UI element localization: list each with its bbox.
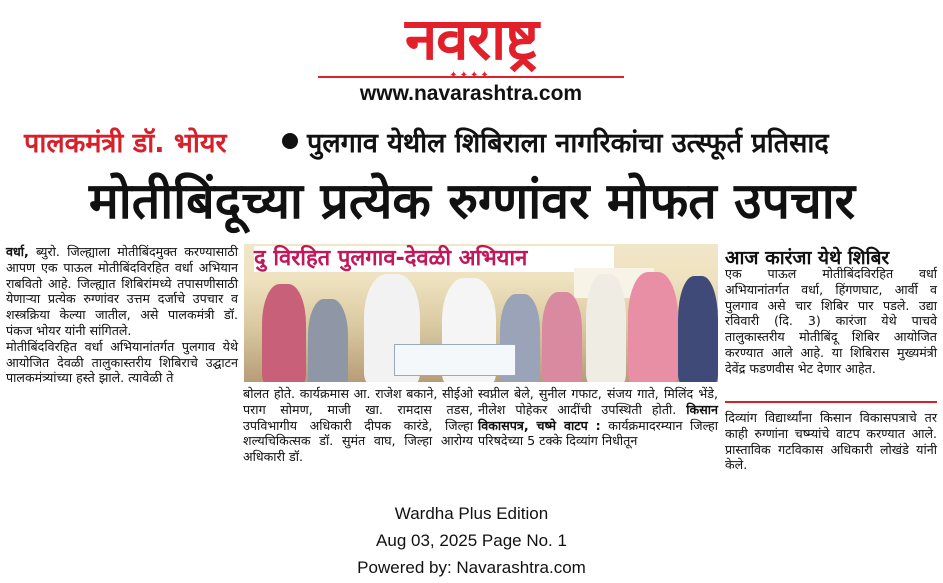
column-1: [6, 244, 238, 386]
person-figure: [308, 299, 348, 382]
newspaper-logo: नवराष्ट्र: [404, 5, 539, 73]
news-photo: [244, 244, 718, 382]
edition-label: Wardha Plus Edition: [394, 504, 549, 523]
site-url[interactable]: www.navarashtra.com: [359, 82, 583, 105]
person-figure: [678, 276, 718, 382]
certificate-board: [394, 344, 516, 376]
logo-underline: [318, 76, 624, 78]
column-3-text-2: कार्यक्रमादरम्यान जिल्हा परिषदेच्या 5 टक्के दिव्यांग निधीतून: [478, 417, 718, 449]
person-figure: [586, 274, 626, 382]
bullet-icon: [282, 133, 298, 149]
kicker-left: पालकमंत्री डॉ. भोयर: [24, 128, 227, 159]
person-figure: [628, 272, 678, 382]
person-figure: [542, 292, 582, 382]
date-page-label: Aug 03, 2025 Page No. 1: [376, 531, 567, 550]
footer: [0, 500, 943, 581]
column-2: बोलत होते. कार्यक्रमास आ. राजेश बकाने, सीईओ पराग सोमण, माजी खा. रामदास तडस, उपविभागीय अधिकारी दीपक कारंडे, जिल्हा शल्यचिकित्सक डॉ. सुमंत वाघ, जिल्हा आरोग्य अधिकारी डॉ.: [243, 386, 473, 465]
subheading-inline: किसान विकासपत्र, चष्मे वाटप :: [478, 401, 718, 433]
column-1-para-1: ब्युरो. जिल्ह्याला मोतीबिंदमुक्त करण्यासाठी आपण एक पाऊल मोतीबिंदविरहित वर्धा अभियान राबवितो आहे. जिल्ह्यात शिबिरांमध्ये तपासणीसाठी येणाऱ्या प्रत्येक रुग्णांवर उत्तम दर्जाचे उपचार व शस्त्रक्रिया केल्या जातील, असे पालकमंत्री डॉ. पंकज भोयर यांनी सांगितले.: [6, 244, 238, 338]
powered-by-label[interactable]: Powered by: Navarashtra.com: [357, 558, 586, 577]
column-3: [478, 386, 718, 449]
masthead: [0, 0, 943, 118]
side-box-text: एक पाऊल मोतीबिंदविरहित वर्धा अभियानांतर्गत वर्धा, हिंगणघाट, आर्वी व पुलगाव असे चार शिबिर पार पडले. उद्या रविवारी (दि. 3) कारंजा येथे पाचवे तालुकास्तरीय मोतीबिंदू शिबिर आयोजित करण्यात आले आहे. या शिबिरास मुख्यमंत्री देवेंद्र फडणवीस भेट देणार आहेत.: [725, 266, 937, 376]
side-box-rule: [725, 401, 937, 403]
column-3-text: स्वप्नील बेले, सुनील गफाट, संजय गाते, मिलिंद भेंडे, नीलेश पोहेकर आदींची उपस्थिती होती.: [478, 386, 718, 417]
side-heading: आज कारंजा येथे शिबिर: [725, 247, 890, 269]
person-figure: [262, 284, 306, 382]
column-1-para-2: मोतीबिंदविरहित वर्धा अभियानांतर्गत पुलगाव येथे आयोजित देवळी तालुकास्तरीय शिबिराचे उद्घाटन पालकमंत्र्यांच्या हस्ते झाले. त्यावेळी ते: [6, 338, 238, 386]
headline: मोतीबिंदूच्या प्रत्येक रुग्णांवर मोफत उपचार: [88, 172, 856, 230]
dateline: वर्धा,: [6, 244, 29, 259]
kicker-row: [24, 123, 924, 163]
kicker-right: पुलगाव येथील शिबिराला नागरिकांचा उत्स्फूर्त प्रतिसाद: [307, 128, 829, 159]
photo-banner: दु विरहित पुलगाव-देवळी अभियान: [254, 246, 614, 272]
column-4: दिव्यांग विद्यार्थ्यांना किसान विकासपत्राचे तर काही रुग्णांना चष्म्यांचे वाटप करण्यात आले. प्रास्ताविक गटविकास अधिकारी लोखंडे यांनी केले.: [725, 410, 937, 473]
